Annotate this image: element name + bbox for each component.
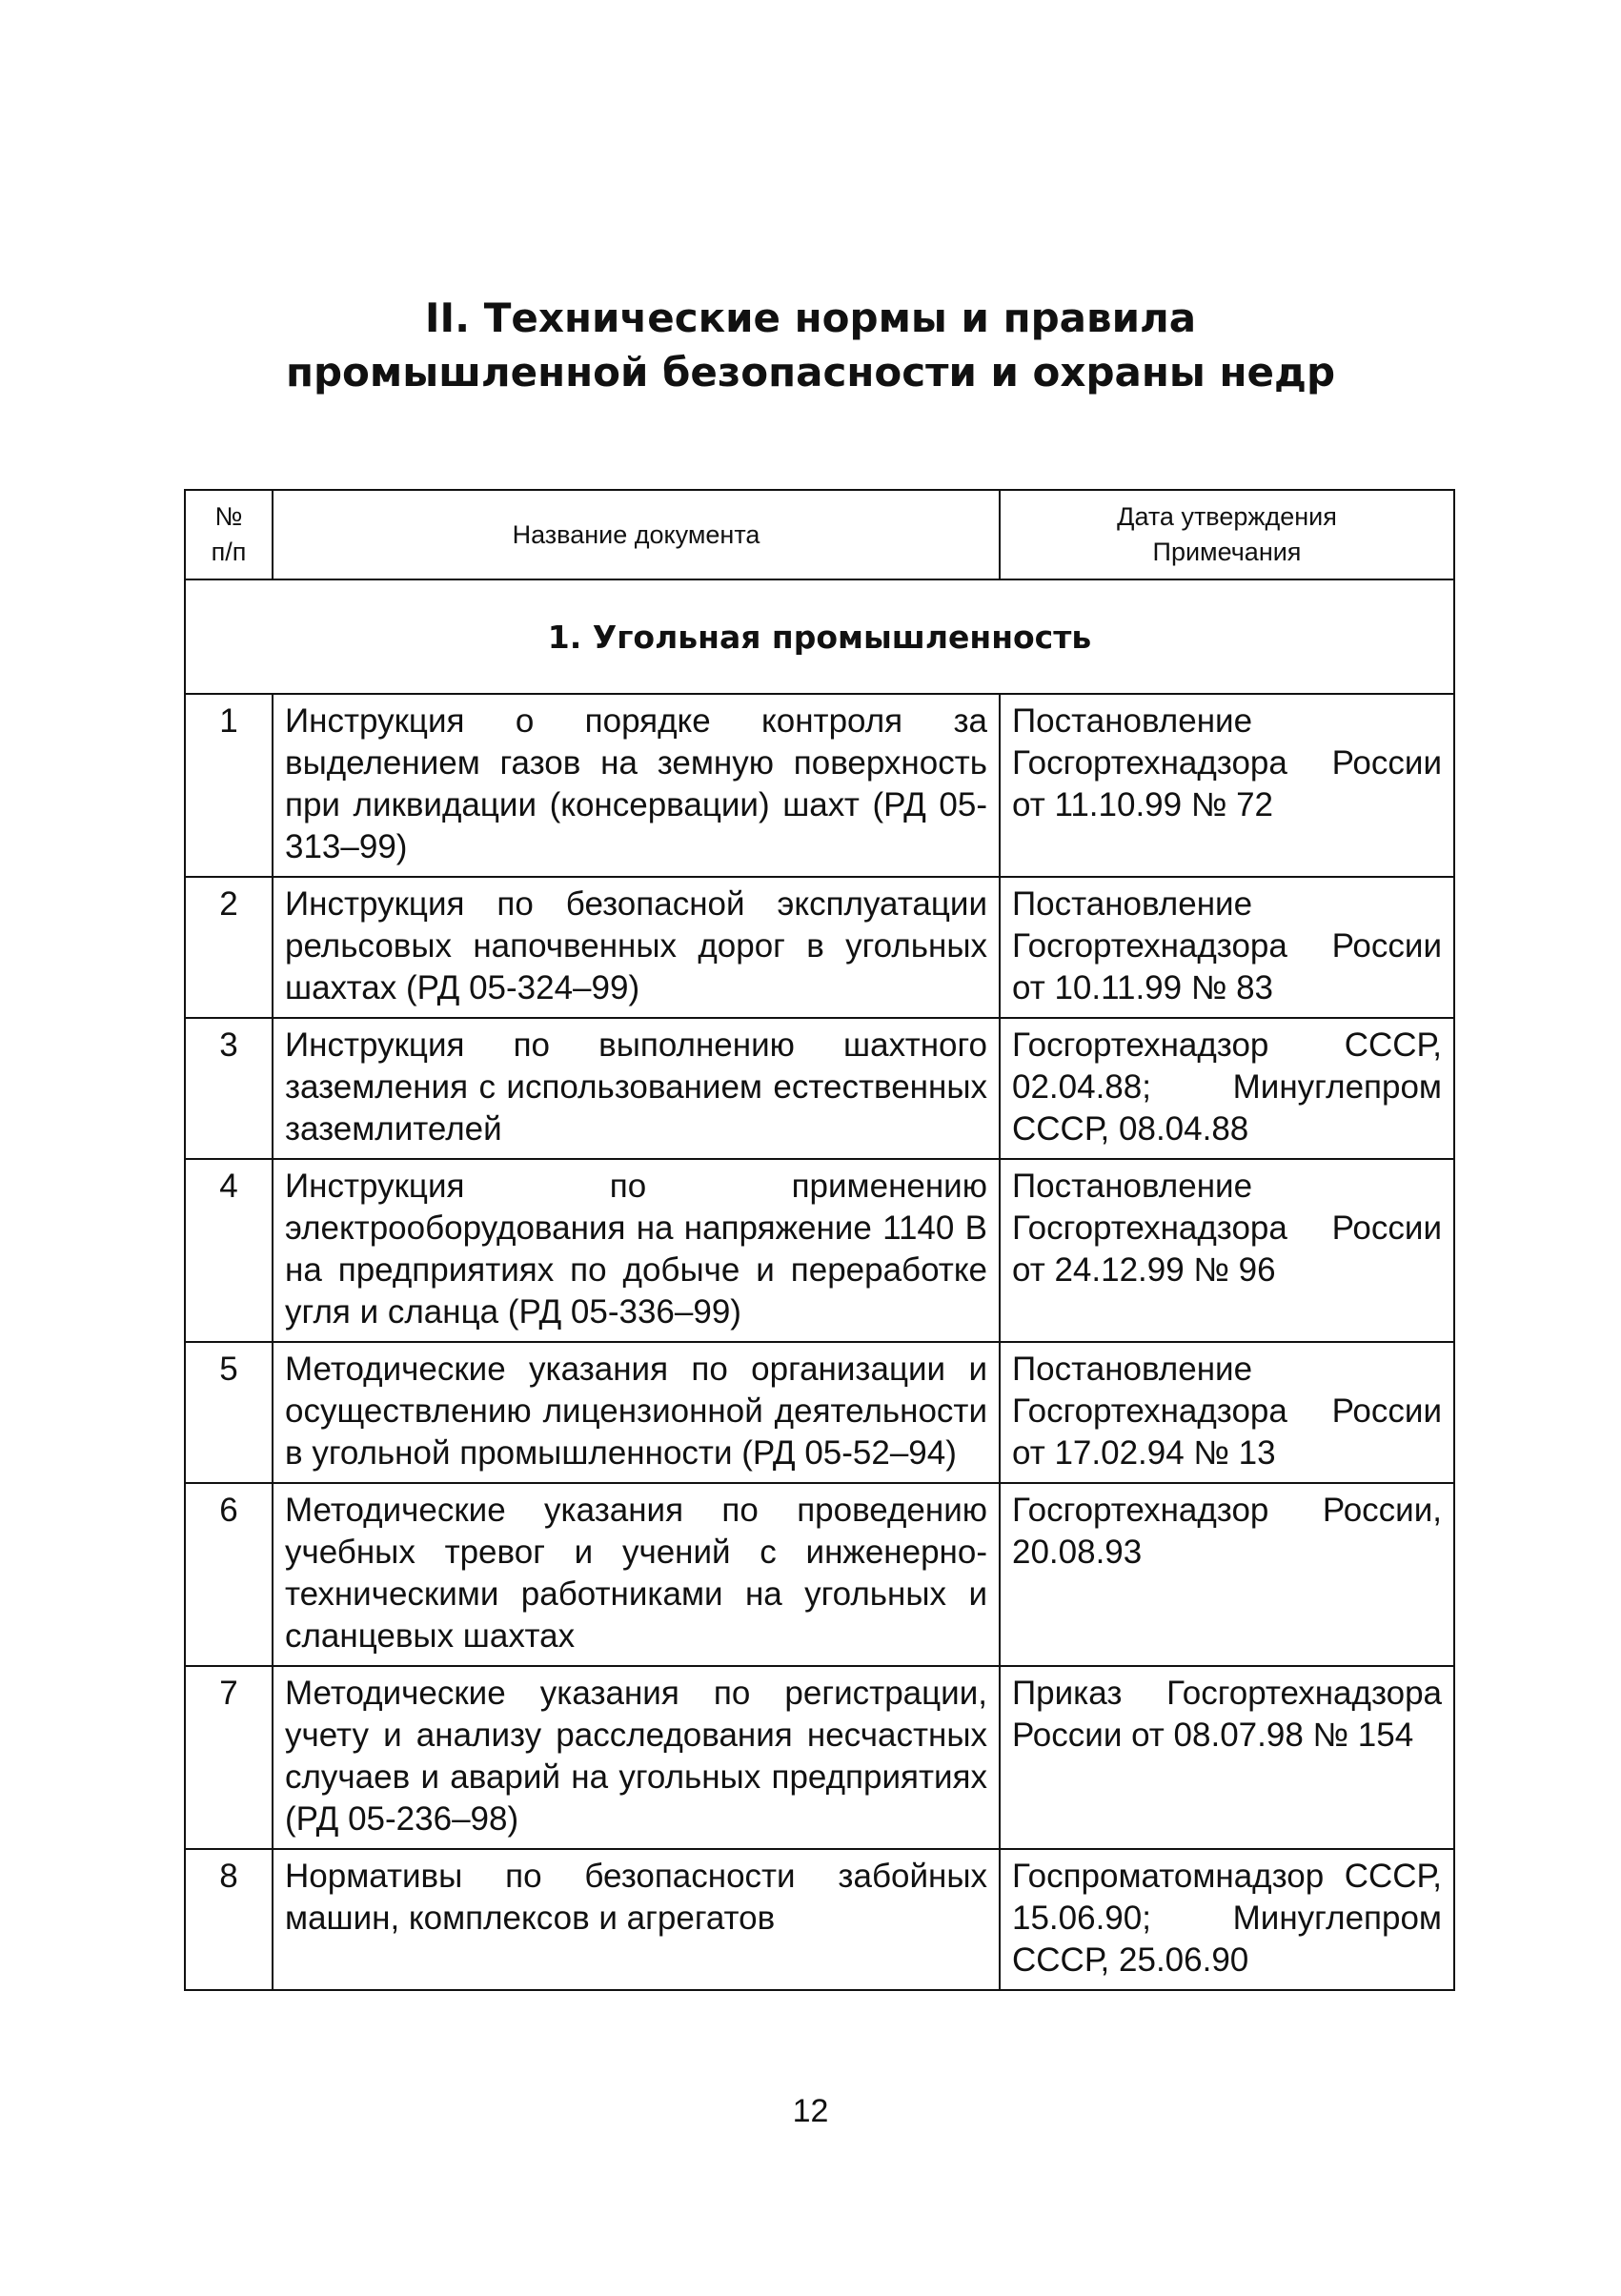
page-number: 12 bbox=[792, 2093, 829, 2129]
section-title: 1. Угольная промышленность bbox=[185, 579, 1454, 694]
row-approval-date: Постановление Госгортехнадзора России от 11.10.99 № 72 bbox=[1000, 694, 1454, 877]
row-document-name: Методические указания по регистрации, учету и анализу расследования несчастных случаев и аварий на угольных предприятиях (РД 05-236–98) bbox=[273, 1666, 1000, 1849]
page-title-line-2: промышленной безопасности и охраны недр bbox=[285, 349, 1336, 396]
row-document-name: Инструкция о порядке контроля за выделением газов на земную поверхность при ликвидации (консервации) шахт (РД 05-313–99) bbox=[273, 694, 1000, 877]
table-row bbox=[185, 1483, 1454, 1666]
table-row bbox=[185, 1666, 1454, 1849]
table-row bbox=[185, 1159, 1454, 1342]
row-document-name: Нормативы по безопасности забойных машин, комплексов и агрегатов bbox=[273, 1849, 1000, 1990]
row-number: 4 bbox=[185, 1159, 273, 1342]
table-row bbox=[185, 1849, 1454, 1990]
row-approval-date: Постановление Госгортехнадзора России от 17.02.94 № 13 bbox=[1000, 1342, 1454, 1483]
page-title bbox=[0, 291, 1621, 399]
row-approval-date: Госгортехнадзор СССР, 02.04.88; Минуглепром СССР, 08.04.88 bbox=[1000, 1018, 1454, 1159]
table-row bbox=[185, 694, 1454, 877]
section-row bbox=[185, 579, 1454, 694]
row-number: 7 bbox=[185, 1666, 273, 1849]
row-number: 3 bbox=[185, 1018, 273, 1159]
row-document-name: Методические указания по организации и осуществлению лицензионной деятельности в угольной промышленности (РД 05-52–94) bbox=[273, 1342, 1000, 1483]
row-approval-date: Госгортехнадзор России, 20.08.93 bbox=[1000, 1483, 1454, 1666]
row-document-name: Инструкция по выполнению шахтного заземления с использованием естественных заземлителей bbox=[273, 1018, 1000, 1159]
header-document-name: Название документа bbox=[273, 490, 1000, 579]
table-row bbox=[185, 1018, 1454, 1159]
row-approval-date: Постановление Госгортехнадзора России от 24.12.99 № 96 bbox=[1000, 1159, 1454, 1342]
header-date-notes: Дата утверждения Примечания bbox=[1000, 490, 1454, 579]
row-document-name: Методические указания по проведению учебных тревог и учений с инженерно-техническими работниками на угольных и сланцевых шахтах bbox=[273, 1483, 1000, 1666]
row-approval-date: Госпроматомнадзор СССР, 15.06.90; Минуглепром СССР, 25.06.90 bbox=[1000, 1849, 1454, 1990]
page-title-line-1: II. Технические нормы и правила bbox=[424, 295, 1197, 341]
header-number: № п/п bbox=[185, 490, 273, 579]
row-document-name: Инструкция по безопасной эксплуатации рельсовых напочвенных дорог в угольных шахтах (РД 05-324–99) bbox=[273, 877, 1000, 1018]
row-document-name: Инструкция по применению электрооборудования на напряжение 1140 В на предприятиях по добыче и переработке угля и сланца (РД 05-336–99) bbox=[273, 1159, 1000, 1342]
row-number: 8 bbox=[185, 1849, 273, 1990]
documents-table bbox=[184, 489, 1455, 1991]
row-number: 6 bbox=[185, 1483, 273, 1666]
row-approval-date: Постановление Госгортехнадзора России от 10.11.99 № 83 bbox=[1000, 877, 1454, 1018]
row-number: 5 bbox=[185, 1342, 273, 1483]
table-row bbox=[185, 877, 1454, 1018]
table-row bbox=[185, 1342, 1454, 1483]
row-number: 1 bbox=[185, 694, 273, 877]
row-approval-date: Приказ Госгортехнадзора России от 08.07.98 № 154 bbox=[1000, 1666, 1454, 1849]
row-number: 2 bbox=[185, 877, 273, 1018]
table-header-row bbox=[185, 490, 1454, 579]
